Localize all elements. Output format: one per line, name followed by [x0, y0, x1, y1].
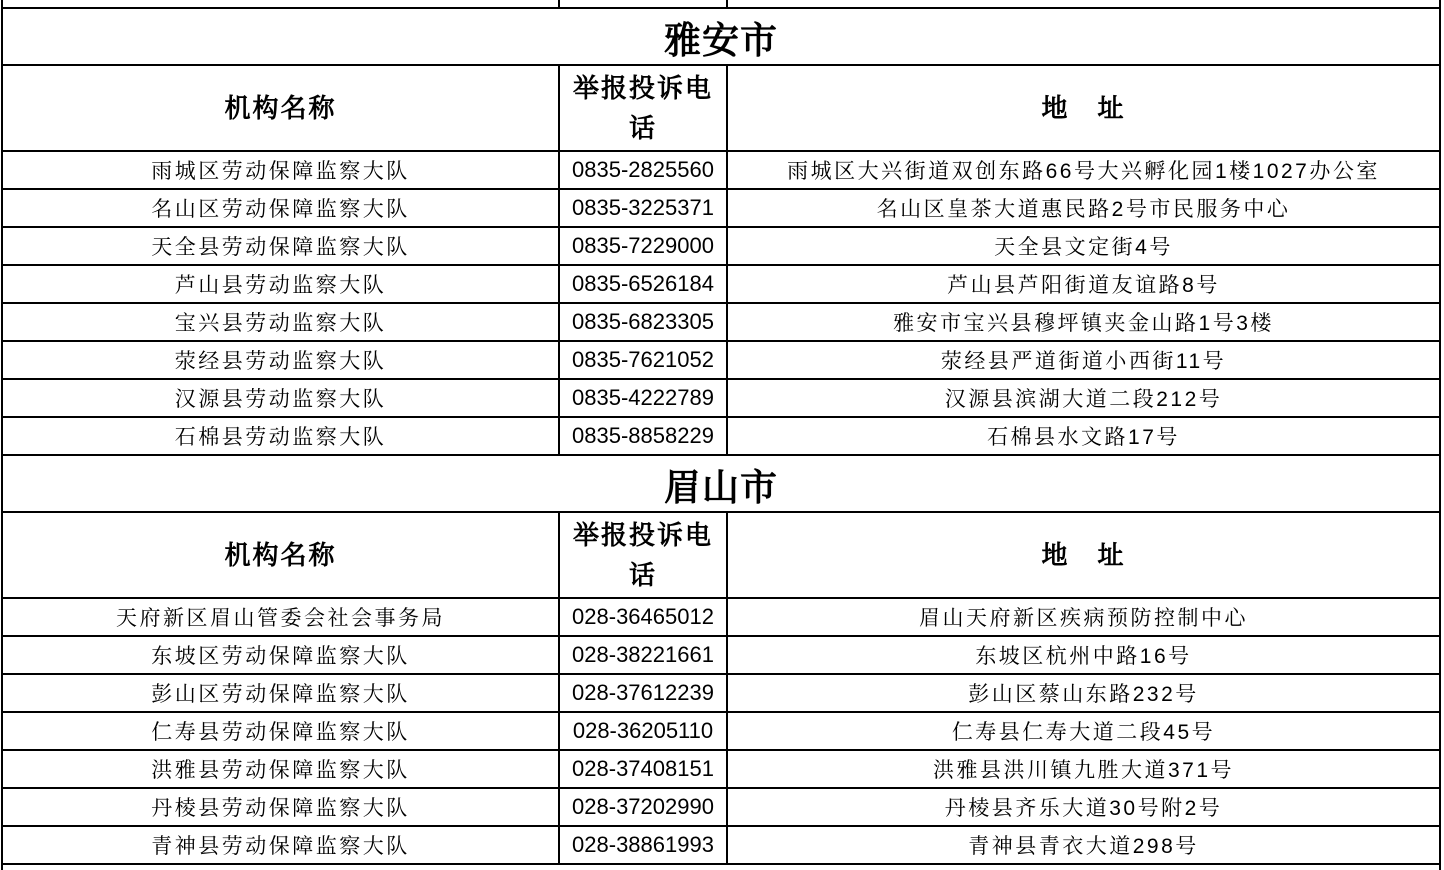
- org-name-cell: 石棉县劳动监察大队: [2, 417, 559, 455]
- phone-cell: 0835-4222789: [559, 379, 727, 417]
- org-name-cell: 彭山区劳动保障监察大队: [2, 674, 559, 712]
- phone-cell: 028-38861993: [559, 826, 727, 864]
- table-row: [2, 303, 1440, 341]
- address-cell: 洪雅县洪川镇九胜大道371号: [727, 750, 1440, 788]
- phone-cell: 0835-6823305: [559, 303, 727, 341]
- cell-empty: [559, 0, 727, 8]
- phone-cell: 028-38221661: [559, 636, 727, 674]
- cell-empty: [2, 0, 559, 8]
- header-row: [2, 512, 1440, 598]
- org-name-cell: 雨城区劳动保障监察大队: [2, 151, 559, 189]
- phone-cell: 028-37202990: [559, 788, 727, 826]
- phone-cell: 028-37612239: [559, 674, 727, 712]
- org-name-cell: 青神县劳动保障监察大队: [2, 826, 559, 864]
- phone-cell: 028-36205110: [559, 712, 727, 750]
- org-name-cell: 天府新区眉山管委会社会事务局: [2, 598, 559, 636]
- table-row: [2, 227, 1440, 265]
- cell-empty: [2, 864, 1440, 870]
- city-title-row: [2, 455, 1440, 512]
- address-cell: 雅安市宝兴县穆坪镇夹金山路1号3楼: [727, 303, 1440, 341]
- table-row: [2, 674, 1440, 712]
- city-title: 雅安市: [2, 8, 1440, 65]
- org-name-cell: 汉源县劳动监察大队: [2, 379, 559, 417]
- table-row-partial: [2, 0, 1440, 8]
- org-name-cell: 天全县劳动保障监察大队: [2, 227, 559, 265]
- org-name-cell: 洪雅县劳动保障监察大队: [2, 750, 559, 788]
- address-cell: 眉山天府新区疾病预防控制中心: [727, 598, 1440, 636]
- org-name-cell: 东坡区劳动保障监察大队: [2, 636, 559, 674]
- table-row: [2, 151, 1440, 189]
- org-name-cell: 丹棱县劳动保障监察大队: [2, 788, 559, 826]
- address-cell: 荥经县严道街道小西街11号: [727, 341, 1440, 379]
- table-row: [2, 341, 1440, 379]
- address-cell: 汉源县滨湖大道二段212号: [727, 379, 1440, 417]
- phone-cell: 0835-6526184: [559, 265, 727, 303]
- header-address: 地 址: [727, 512, 1440, 598]
- table-row: [2, 379, 1440, 417]
- address-cell: 东坡区杭州中路16号: [727, 636, 1440, 674]
- org-name-cell: 芦山县劳动监察大队: [2, 265, 559, 303]
- table-row: [2, 189, 1440, 227]
- address-cell: 石棉县水文路17号: [727, 417, 1440, 455]
- table-row-partial: [2, 864, 1440, 870]
- header-phone: 举报投诉电话: [559, 65, 727, 151]
- header-address: 地 址: [727, 65, 1440, 151]
- phone-cell: 0835-7621052: [559, 341, 727, 379]
- address-cell: 雨城区大兴街道双创东路66号大兴孵化园1楼1027办公室: [727, 151, 1440, 189]
- address-cell: 天全县文定街4号: [727, 227, 1440, 265]
- address-cell: 仁寿县仁寿大道二段45号: [727, 712, 1440, 750]
- address-cell: 芦山县芦阳街道友谊路8号: [727, 265, 1440, 303]
- address-cell: 名山区皇茶大道惠民路2号市民服务中心: [727, 189, 1440, 227]
- header-name: 机构名称: [2, 65, 559, 151]
- table-row: [2, 598, 1440, 636]
- table-row: [2, 712, 1440, 750]
- phone-cell: 028-37408151: [559, 750, 727, 788]
- phone-cell: 0835-8858229: [559, 417, 727, 455]
- labor-inspection-contact-table: [1, 0, 1441, 870]
- header-phone: 举报投诉电话: [559, 512, 727, 598]
- header-row: [2, 65, 1440, 151]
- org-name-cell: 荥经县劳动监察大队: [2, 341, 559, 379]
- phone-cell: 0835-2825560: [559, 151, 727, 189]
- table-row: [2, 636, 1440, 674]
- address-cell: 丹棱县齐乐大道30号附2号: [727, 788, 1440, 826]
- phone-cell: 028-36465012: [559, 598, 727, 636]
- table-row: [2, 788, 1440, 826]
- org-name-cell: 宝兴县劳动监察大队: [2, 303, 559, 341]
- city-title: 眉山市: [2, 455, 1440, 512]
- address-cell: 彭山区蔡山东路232号: [727, 674, 1440, 712]
- table-row: [2, 417, 1440, 455]
- header-name: 机构名称: [2, 512, 559, 598]
- address-cell: 青神县青衣大道298号: [727, 826, 1440, 864]
- org-name-cell: 仁寿县劳动保障监察大队: [2, 712, 559, 750]
- table-row: [2, 826, 1440, 864]
- table-row: [2, 265, 1440, 303]
- city-title-row: [2, 8, 1440, 65]
- cell-empty: [727, 0, 1440, 8]
- phone-cell: 0835-7229000: [559, 227, 727, 265]
- org-name-cell: 名山区劳动保障监察大队: [2, 189, 559, 227]
- table-row: [2, 750, 1440, 788]
- phone-cell: 0835-3225371: [559, 189, 727, 227]
